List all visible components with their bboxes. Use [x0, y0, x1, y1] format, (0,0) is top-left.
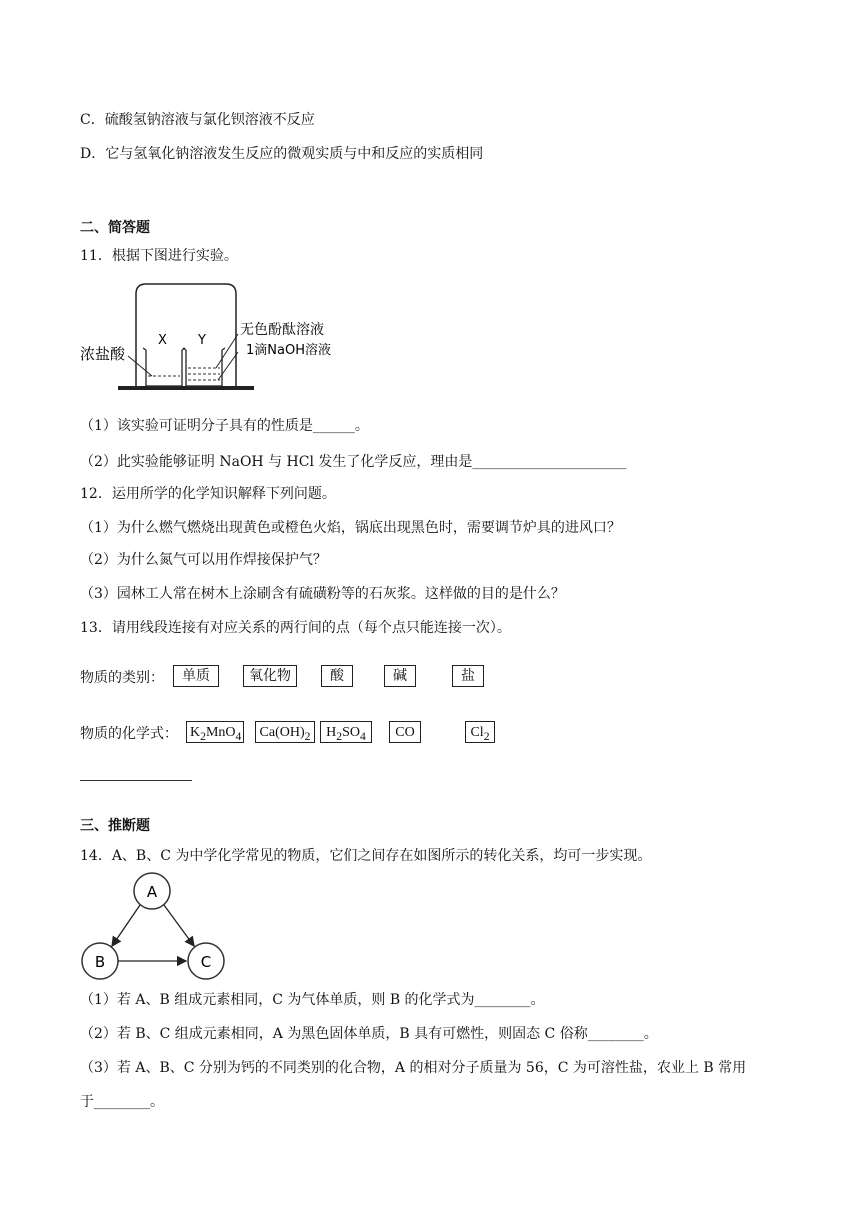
- q12-part2: （2）为什么氮气可以用作焊接保护气？: [80, 552, 327, 568]
- q11-part1: （1）该实验可证明分子具有的性质是______。: [80, 418, 369, 434]
- section-title-inference: 三、推断题: [80, 818, 150, 834]
- category-box-salt: 盐: [452, 665, 484, 687]
- label-beaker-x: X: [158, 333, 167, 348]
- category-box-oxide: 氧化物: [243, 665, 297, 687]
- option-c: C．硫酸氢钠溶液与氯化钡溶液不反应: [80, 112, 315, 128]
- category-box-element: 单质: [173, 665, 219, 687]
- q12-part3: （3）园林工人常在树木上涂刷含有硫磺粉等的石灰浆。这样做的目的是什么？: [80, 586, 565, 602]
- node-a: A: [146, 883, 158, 901]
- q14-part1: （1）若 A、B 组成元素相同，C 为气体单质，则 B 的化学式为________。: [80, 992, 545, 1008]
- label-phenolphthalein: 无色酚酞溶液: [240, 322, 324, 338]
- q14-stem: 14．A、B、C 为中学化学常见的物质，它们之间存在如图所示的转化关系，均可一步实现。: [80, 848, 652, 864]
- formula-box-co: CO: [389, 721, 421, 743]
- category-box-acid: 酸: [321, 665, 353, 687]
- label-concentrated-hcl: 浓盐酸: [80, 345, 126, 363]
- formula-box-k2mno4: $K_2MnO_4$: [186, 721, 244, 743]
- q11-part2: （2）此实验能够证明 NaOH 与 HCl 发生了化学反应，理由是______________________: [80, 454, 627, 470]
- q12-stem: 12．运用所学的化学知识解释下列问题。: [80, 486, 336, 502]
- q13-formula-row-label: 物质的化学式：: [80, 726, 178, 742]
- label-beaker-y: Y: [198, 333, 206, 348]
- q13-stem: 13．请用线段连接有对应关系的两行间的点（每个点只能连接一次）。: [80, 620, 511, 636]
- q14-part3b: 于________。: [80, 1094, 164, 1110]
- q14-part2: （2）若 B、C 组成元素相同，A 为黑色固体单质，B 具有可燃性，则固态 C 俗称________。: [80, 1026, 658, 1042]
- formula-box-h2so4: $H_2SO_4$: [320, 721, 372, 743]
- option-d: D．它与氢氧化钠溶液发生反应的微观实质与中和反应的实质相同: [80, 146, 484, 162]
- node-c: C: [200, 953, 212, 971]
- answer-line: [80, 780, 192, 781]
- q13-category-row-label: 物质的类别：: [80, 670, 164, 686]
- label-naoh: 1滴NaOH溶液: [246, 343, 331, 358]
- q12-part1: （1）为什么燃气燃烧出现黄色或橙色火焰，锅底出现黑色时，需要调节炉具的进风口？: [80, 520, 621, 536]
- formula-box-cl2: $Cl_2$: [465, 721, 495, 743]
- section-title-short-answer: 二、简答题: [80, 220, 150, 236]
- q14-conversion-diagram: [78, 872, 230, 982]
- formula-box-caoh2: $Ca(OH)_2$: [255, 721, 315, 743]
- q11-apparatus-figure: [78, 280, 358, 398]
- q11-stem: 11．根据下图进行实验。: [80, 248, 238, 264]
- category-box-base: 碱: [384, 665, 416, 687]
- q14-part3a: （3）若 A、B、C 分别为钙的不同类别的化合物，A 的相对分子质量为 56，C 为可溶性盐，农业上 B 常用: [80, 1060, 747, 1076]
- node-b: B: [94, 953, 106, 971]
